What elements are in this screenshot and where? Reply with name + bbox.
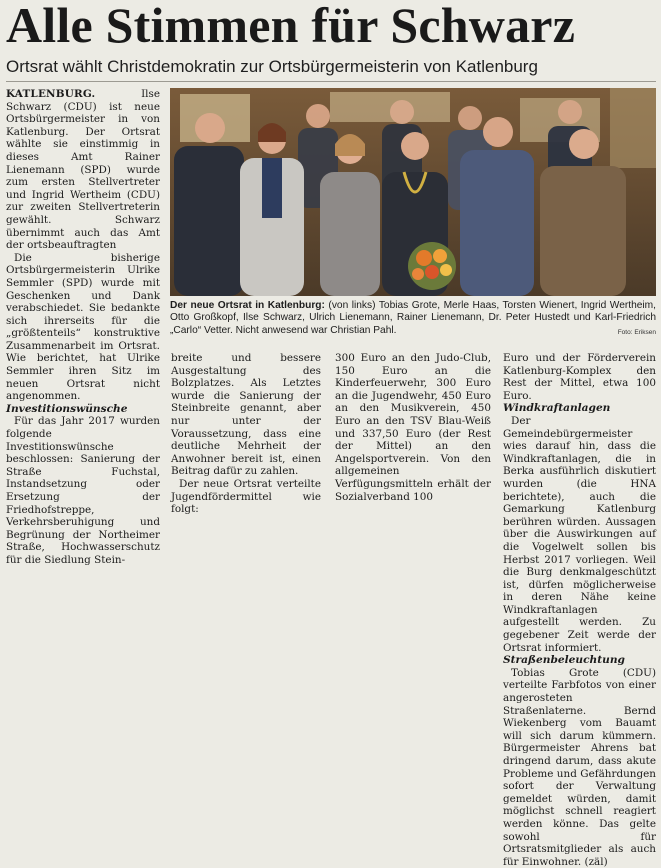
text-column-2: [171, 352, 321, 516]
paragraph: Der Gemeindebürgermeister wies darauf hin, dass die Windkraftanlagen, die in Berka ausführlich diskutiert wurden (die HNA berichtete), auch die Gemarkung Katlenburg berühren würden. Aussagen über die Auswirkungen auf die Vogelwelt sollen bis Herbst 2017 vorliegen. Weil die Burg denkmalgeschützt ist, dürfen möglicherweise in deren Nähe keine Windkraftanlagen aufgestellt werden. Zu gegebener Zeit werde der Ortsrat informiert.: [503, 414, 656, 654]
group-photo: [170, 88, 656, 296]
subheading-windkraft: Windkraftanlagen: [503, 402, 611, 415]
article-subheadline: Ortsrat wählt Christdemokratin zur Ortsbürgermeisterin von Katlenburg: [6, 57, 538, 76]
dateline: KATLENBURG.: [6, 88, 96, 100]
paragraph: Der neue Ortsrat verteilte Jugendfördermittel wie folgt:: [171, 477, 321, 516]
paragraph: Die bisherige Ortsbürgermeisterin Ulrike Semmler (SPD) wurde mit Geschenken und Dank verabschiedet. Sie bedankte sich ihrerseits für die „größtenteils“ konstruktive Zusammenarbeit im Ortsrat. Wie berichtet, hat Ulrike Semmler ihren Sitz im neuen Ortsrat nicht angenommen.: [6, 251, 160, 403]
lead-text: Ilse Schwarz (CDU) ist neue Ortsbürgermeister in von Katlenburg. Der Ortsrat wählte sie einstimmig in dieses Amt Rainer Lienemann (SPD) wurde zum ersten Stellvertreter und Ingrid Wertheim (CDU) zur zweiten Stellvertreterin gewählt. Schwarz übernimmt auch das Amt der ortsbeauftragten: [6, 88, 160, 252]
caption-lead: Der neue Ortsrat in Katlenburg:: [170, 300, 325, 311]
text-column-1: [6, 88, 160, 567]
photo-credit: Foto: Eriksen: [617, 329, 656, 336]
article-headline: Alle Stimmen für Schwarz: [6, 0, 576, 53]
lead-paragraph: [6, 88, 160, 252]
text-column-3: [335, 352, 491, 503]
paragraph: breite und bessere Ausgestaltung des Bolzplatzes. Als Letztes wurde die Sanierung der Steinbreite genannt, aber nur unter der Voraussetzung, dass eine deutliche Mehrheit der Anwohner bereit ist, einen Beitrag dafür zu zahlen.: [171, 352, 321, 478]
paragraph: 300 Euro an den Judo-Club, 150 Euro an die Kinderfeuerwehr, 300 Euro an die Jugendwehr, 450 Euro an den Musikverein, 450 Euro an den TSV Blau-Weiß und 337,50 Euro (der Rest der Mittel) an den Angelsportverein. Von den allgemeinen Verfügungsmitteln erhält der Sozialverband 100: [335, 352, 491, 503]
subheading-investitionen: Investitionswünsche: [6, 402, 128, 415]
paragraph: Euro und der Förderverein Katlenburg-Komplex den Rest der Mittel, etwa 100 Euro.: [503, 352, 656, 402]
paragraph: Für das Jahr 2017 wurden folgende Investitionswünsche beschlossen: Sanierung der Straße Fuchstal, Instandsetzung oder Ersetzung der Friedhofstreppe, Verkehrsberuhigung und Begrünung der Northeimer Straße, Hochwasserschutz für die Siedlung Stein-: [6, 415, 160, 566]
group-photo-illustration: [170, 88, 656, 296]
headline-divider: [6, 81, 656, 82]
subheading-strassenbeleuchtung: Straßenbeleuchtung: [503, 654, 625, 667]
caption-text: (von links) Tobias Grote, Merle Haas, Torsten Wienert, Ingrid Wertheim, Otto Großkopf, Ilse Schwarz, Ulrich Lienemann, Rainer Lienemann, Dr. Peter Hustedt und Karl-Friedrich „Carlo“ Vetter. Nicht anwesend war Christian Pahl.: [170, 300, 656, 336]
text-column-4: [503, 352, 656, 868]
paragraph: Tobias Grote (CDU) verteilte Farbfotos von einer angerosteten Straßenlaterne. Bernd Wiekenberg vom Bauamt will sich darum kümmern. Bürgermeister Ahrens bat dringend darum, dass akute Probleme und Gefährdungen sofort der Verwaltung gemeldet würden, damit möglichst schnell reagiert werden könne. Das gelte sowohl für Ortsratsmitglieder als auch für Einwohner. (zäl): [503, 666, 656, 868]
